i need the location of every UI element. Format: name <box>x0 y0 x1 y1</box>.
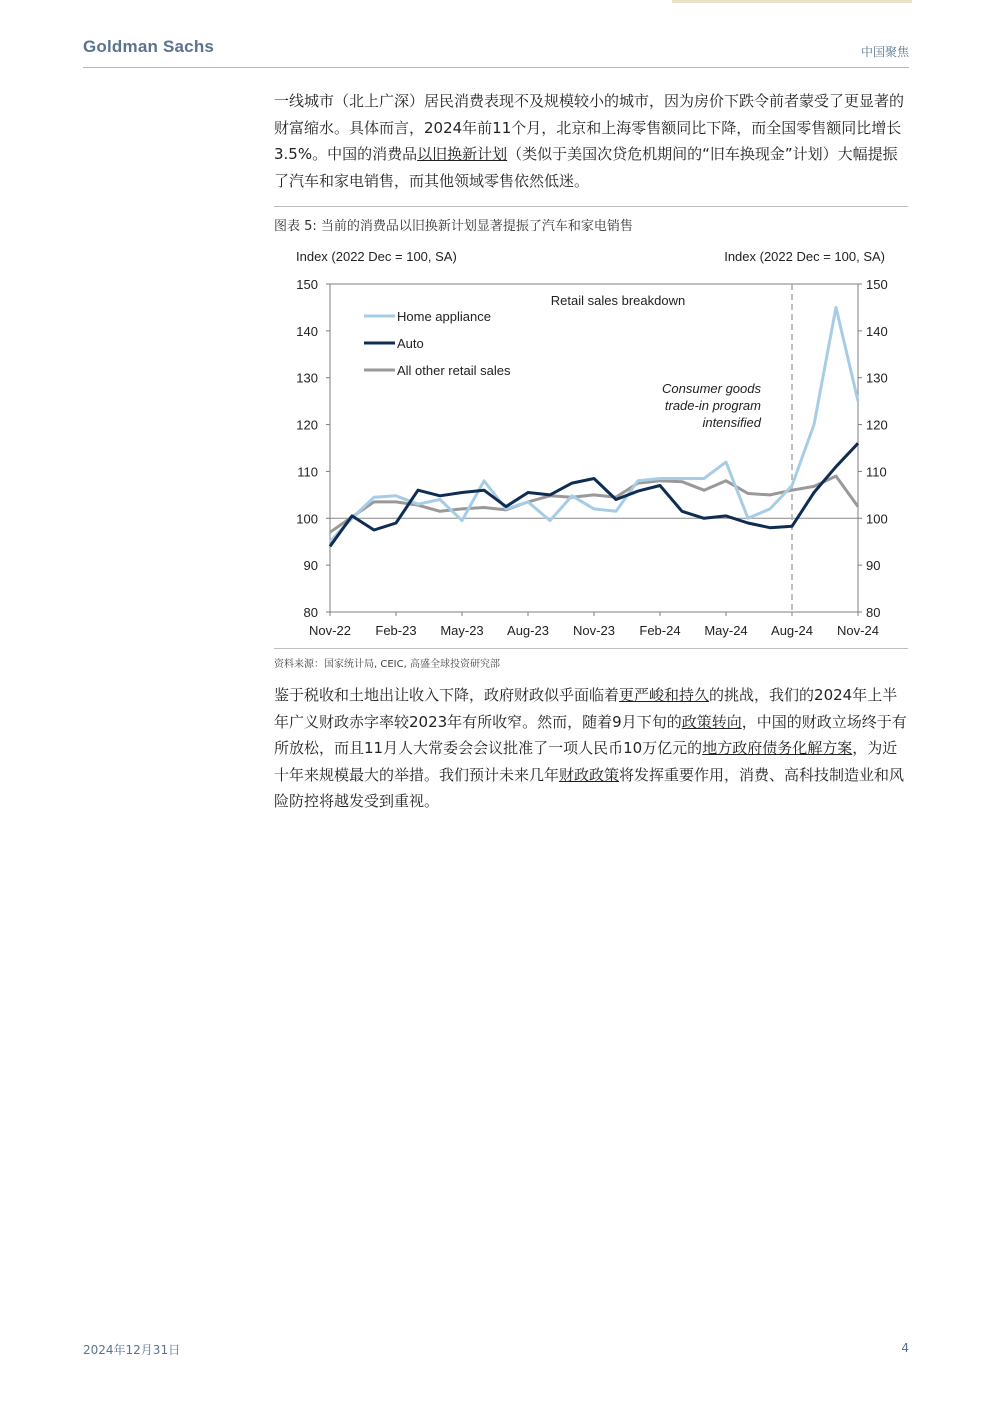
y-tick-right-110: 110 <box>866 464 887 480</box>
y-tick-left-100: 100 <box>296 511 318 527</box>
link-more-severe[interactable]: 更严峻和持久 <box>619 686 710 704</box>
link-trade-in-program[interactable]: 以旧换新计划 <box>417 145 508 163</box>
x-tick-Nov-24: Nov-24 <box>837 623 879 638</box>
y-tick-right-130: 130 <box>866 370 888 386</box>
page-number: 4 <box>901 1341 909 1355</box>
figure-source: 资料来源：国家统计局, CEIC, 高盛全球投资研究部 <box>274 659 500 670</box>
y-tick-left-140: 140 <box>296 323 318 339</box>
body-paragraph-1 <box>274 88 908 194</box>
x-tick-Aug-23: Aug-23 <box>507 623 549 638</box>
section-label: 中国聚焦 <box>860 45 909 59</box>
para2-text-2: 的挑战，我们的2024年上半年广义财政赤字率较2023年有所收窄。然而，随着9月下旬的 <box>274 686 898 731</box>
chart-annotations <box>364 293 762 430</box>
x-tick-Nov-23: Nov-23 <box>573 623 615 638</box>
top-accent-bar <box>672 0 912 3</box>
y-tick-left-110: 110 <box>297 464 318 480</box>
para1-text-1: 一线城市（北上广深）居民消费表现不及规模较小的城市，因为房价下跌令前者蒙受了更显著的财富缩水。具体而言，2024年前11个月，北京和上海零售额同比下降，而全国零售额同比增长3.5%。中国的消费品 <box>274 92 905 163</box>
x-tick-Aug-24: Aug-24 <box>771 623 813 638</box>
y-tick-left-80: 80 <box>303 605 318 620</box>
plot-border <box>330 284 858 612</box>
axis-ticks <box>296 277 887 638</box>
y-tick-right-150: 150 <box>866 277 888 292</box>
para2-text-3: ，中国的财政立场终于有所放松，而且11月人大常委会会议批准了一项人民币10万亿元的 <box>274 712 907 757</box>
y-tick-left-90: 90 <box>303 558 318 574</box>
chart-title: Retail sales breakdown <box>550 293 686 308</box>
link-fiscal-policy[interactable]: 财政政策 <box>559 765 620 784</box>
para2-text-4: ，为近十年来规模最大的举措。我们预计未来几年 <box>274 739 898 784</box>
figure-title: 图表 5: 当前的消费品以旧换新计划显著提振了汽车和家电销售 <box>274 219 633 234</box>
annotation-line-2: intensified <box>702 415 761 430</box>
y-tick-right-140: 140 <box>866 323 888 339</box>
legend-label-1: Auto <box>397 336 424 351</box>
figure-bottom-rule <box>274 648 908 649</box>
para1-text-2: （类似于美国次贷危机期间的“旧车换现金”计划）大幅提振了汽车和家电销售，而其他领域零售依然低迷。 <box>274 145 898 190</box>
para2-text-1: 鉴于税收和土地出让收入下降，政府财政似乎面临着 <box>274 686 620 704</box>
retail-sales-chart <box>274 240 904 645</box>
x-tick-Nov-22: Nov-22 <box>309 623 351 638</box>
y-tick-left-120: 120 <box>296 417 318 433</box>
body-paragraph-2 <box>274 682 908 815</box>
x-tick-Feb-23: Feb-23 <box>375 623 417 638</box>
axis-titles <box>296 249 885 264</box>
y-tick-right-90: 90 <box>866 558 881 574</box>
para2-text-5: 将发挥重要作用，消费、高科技制造业和风险防控将越发受到重视。 <box>274 765 905 810</box>
link-local-debt-plan[interactable]: 地方政府债务化解方案 <box>702 739 853 757</box>
brand-logo: Goldman Sachs <box>83 37 215 56</box>
y-tick-right-120: 120 <box>866 417 888 433</box>
x-tick-May-24: May-24 <box>704 623 748 638</box>
y-tick-left-150: 150 <box>296 277 318 292</box>
y-tick-right-80: 80 <box>866 605 881 620</box>
y-axis-title-right: Index (2022 Dec = 100, SA) <box>724 249 885 264</box>
figure-top-rule <box>274 206 908 207</box>
y-axis-title-left: Index (2022 Dec = 100, SA) <box>296 249 457 264</box>
annotation-line-0: Consumer goods <box>662 381 761 396</box>
y-tick-left-130: 130 <box>296 370 318 386</box>
x-tick-Feb-24: Feb-24 <box>639 623 681 638</box>
x-tick-May-23: May-23 <box>440 623 484 638</box>
link-policy-pivot[interactable]: 政策转向 <box>681 712 742 731</box>
y-tick-right-100: 100 <box>866 511 888 527</box>
legend-label-0: Home appliance <box>397 309 491 324</box>
annotation-line-1: trade-in program <box>664 398 761 413</box>
footer-date: 2024年12月31日 <box>83 1343 181 1357</box>
legend-label-2: All other retail sales <box>397 363 511 378</box>
plot-frame <box>330 284 858 612</box>
header-divider <box>83 67 909 68</box>
